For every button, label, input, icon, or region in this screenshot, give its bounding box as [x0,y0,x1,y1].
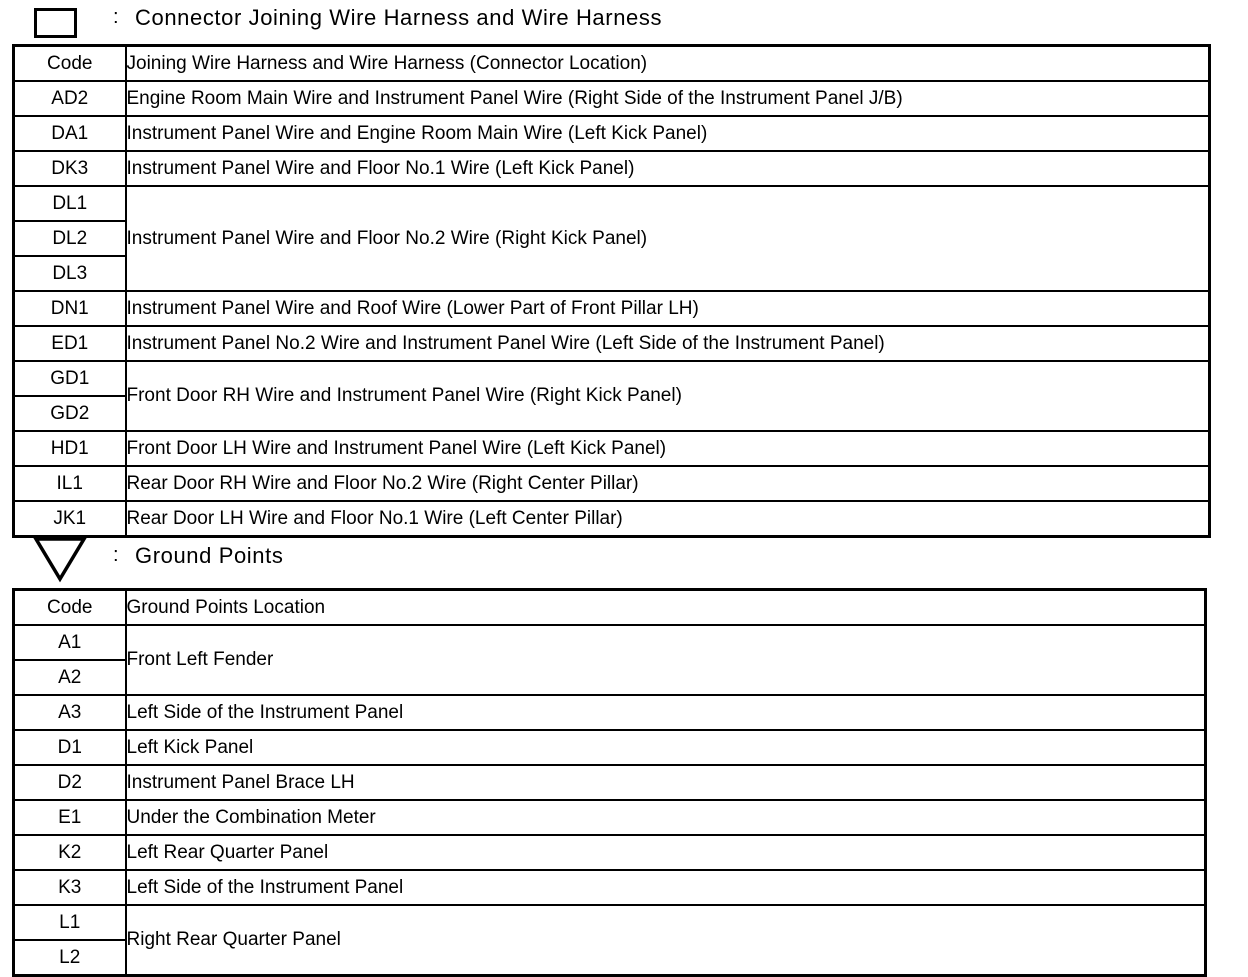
location-cell: Right Rear Quarter Panel [126,905,1206,976]
location-cell: Instrument Panel Wire and Floor No.2 Wire (Right Kick Panel) [126,186,1210,291]
connector-section-header [0,0,1248,40]
down-triangle-symbol-icon [32,536,88,584]
location-cell: Instrument Panel Wire and Floor No.1 Wire (Left Kick Panel) [126,151,1210,186]
table-row [14,291,1210,326]
code-cell: DL1 [14,186,126,221]
code-cell: JK1 [14,501,126,537]
code-cell: DK3 [14,151,126,186]
location-cell: Front Door RH Wire and Instrument Panel Wire (Right Kick Panel) [126,361,1210,431]
code-column-header: Code [14,46,126,82]
connector-header-colon: : [113,6,119,28]
code-cell: A1 [14,625,126,660]
table-row [14,326,1210,361]
location-cell: Under the Combination Meter [126,800,1206,835]
location-cell: Rear Door LH Wire and Floor No.1 Wire (Left Center Pillar) [126,501,1210,537]
table-row [14,81,1210,116]
code-cell: L2 [14,940,126,976]
ground-section-header [0,536,1248,576]
code-cell: DA1 [14,116,126,151]
location-cell: Instrument Panel Wire and Roof Wire (Lower Part of Front Pillar LH) [126,291,1210,326]
code-cell: IL1 [14,466,126,501]
code-cell: AD2 [14,81,126,116]
table-row [14,361,1210,396]
table-row [14,466,1210,501]
location-cell: Left Kick Panel [126,730,1206,765]
code-cell: K2 [14,835,126,870]
table-row [14,695,1206,730]
code-cell: DN1 [14,291,126,326]
table-row [14,800,1206,835]
location-cell: Instrument Panel No.2 Wire and Instrument Panel Wire (Left Side of the Instrument Panel) [126,326,1210,361]
location-cell: Rear Door RH Wire and Floor No.2 Wire (Right Center Pillar) [126,466,1210,501]
code-cell: K3 [14,870,126,905]
table-row [14,431,1210,466]
location-column-header: Ground Points Location [126,590,1206,626]
location-cell: Left Side of the Instrument Panel [126,695,1206,730]
ground-table [12,588,1207,977]
code-cell: DL2 [14,221,126,256]
code-cell: D2 [14,765,126,800]
code-column-header: Code [14,590,126,626]
code-cell: A3 [14,695,126,730]
location-cell: Front Left Fender [126,625,1206,695]
location-cell: Instrument Panel Brace LH [126,765,1206,800]
code-cell: HD1 [14,431,126,466]
table-header-row [14,46,1210,82]
code-cell: A2 [14,660,126,695]
location-cell: Front Door LH Wire and Instrument Panel Wire (Left Kick Panel) [126,431,1210,466]
location-cell: Left Side of the Instrument Panel [126,870,1206,905]
location-column-header: Joining Wire Harness and Wire Harness (Connector Location) [126,46,1210,82]
table-row [14,905,1206,940]
ground-section-title: Ground Points [135,543,284,568]
code-cell: GD2 [14,396,126,431]
code-cell: DL3 [14,256,126,291]
table-row [14,870,1206,905]
table-row [14,835,1206,870]
code-cell: L1 [14,905,126,940]
location-cell: Instrument Panel Wire and Engine Room Main Wire (Left Kick Panel) [126,116,1210,151]
ground-header-colon: : [113,544,119,566]
table-row [14,186,1210,221]
connector-section-title: Connector Joining Wire Harness and Wire Harness [135,5,663,30]
table-row [14,116,1210,151]
table-row [14,765,1206,800]
rectangle-symbol-icon [34,8,77,38]
connector-table [12,44,1211,538]
table-row [14,625,1206,660]
table-row [14,730,1206,765]
code-cell: ED1 [14,326,126,361]
location-cell: Left Rear Quarter Panel [126,835,1206,870]
location-cell: Engine Room Main Wire and Instrument Panel Wire (Right Side of the Instrument Panel J/B) [126,81,1210,116]
table-header-row [14,590,1206,626]
code-cell: E1 [14,800,126,835]
code-cell: GD1 [14,361,126,396]
table-row [14,501,1210,537]
code-cell: D1 [14,730,126,765]
table-row [14,151,1210,186]
